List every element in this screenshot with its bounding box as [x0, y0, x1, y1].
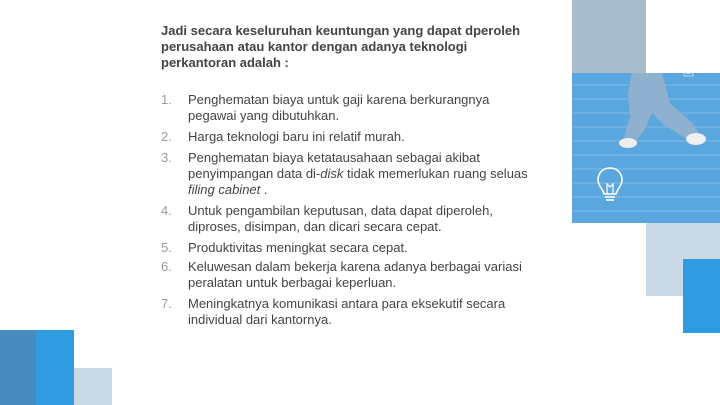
- list-item: [161, 296, 541, 328]
- list-text-italic: disk: [320, 166, 344, 181]
- jumping-person-photo: [572, 73, 720, 223]
- logo-letter: V: [686, 60, 691, 67]
- list-text: Produktivitas meningkat secara cepat.: [188, 240, 408, 255]
- logo-letter: I: [687, 42, 690, 49]
- list-item: [161, 259, 541, 291]
- list-number: 1.: [161, 92, 172, 107]
- decor-square: [683, 296, 720, 333]
- list-text-italic: filing cabinet: [188, 182, 261, 197]
- light-bulb-icon: [596, 166, 624, 204]
- decor-square: [0, 330, 36, 405]
- decor-square: [36, 330, 74, 405]
- list-text: Keluwesan dalam bekerja karena adanya berbagai variasi peralatan untuk berbagai keperluan.: [188, 259, 522, 290]
- list-text-part: .: [260, 182, 268, 197]
- list-text-part: Penghematan biaya ketatausahaan sebagai akibat penyimpangan data di-: [188, 150, 480, 181]
- logo-letter: E: [686, 69, 691, 76]
- list-text: Meningkatnya komunikasi antara para eksekutif secara individual dari kantornya.: [188, 296, 506, 327]
- logo-letter: I: [687, 51, 690, 58]
- decor-square: [74, 368, 112, 405]
- list-number: 4.: [161, 203, 172, 218]
- logo-letter: A: [659, 42, 664, 49]
- logo-letter: O: [694, 42, 701, 49]
- brick-wall-illustration: [572, 73, 720, 223]
- decor-square: [572, 0, 646, 73]
- list-item: [161, 240, 541, 256]
- logo-letter: D: [685, 24, 692, 31]
- list-item: [161, 129, 541, 145]
- list-text-part: tidak memerlukan ruang seluas: [343, 166, 528, 181]
- logo-letter: N: [658, 51, 665, 58]
- list-item: [161, 92, 541, 124]
- logo-letter: P: [650, 42, 655, 49]
- list-item: [161, 150, 541, 198]
- list-number: 3.: [161, 150, 172, 165]
- list-text: [188, 150, 541, 198]
- list-number: 2.: [161, 129, 172, 144]
- list-item: [161, 203, 541, 235]
- list-text: Penghematan biaya untuk gaji karena berkurangnya pegawai yang dibutuhkan.: [188, 92, 490, 123]
- logo-letter: N: [703, 42, 710, 49]
- logo-letter: S: [677, 42, 682, 49]
- list-number: 6.: [161, 259, 172, 274]
- logo-letter: D: [658, 60, 665, 67]
- logo-letter: S: [668, 42, 673, 49]
- logo-letter: R: [685, 33, 692, 40]
- passion-drive-logo: [647, 23, 713, 76]
- decor-square: [683, 259, 720, 296]
- list-number: 7.: [161, 296, 172, 311]
- benefit-list: [161, 92, 541, 328]
- intro-text: Jadi secara keseluruhan keuntungan yang dapat dperoleh perusahaan atau kantor dengan adanya teknologi perkantoran adalah :: [161, 23, 521, 70]
- list-number: 5.: [161, 240, 172, 255]
- crossword-logo-graphic: [647, 23, 713, 76]
- list-text: Untuk pengambilan keputusan, data dapat diperoleh, diproses, disimpan, dan dicari secara cepat.: [188, 203, 493, 234]
- list-text: Harga teknologi baru ini relatif murah.: [188, 129, 405, 144]
